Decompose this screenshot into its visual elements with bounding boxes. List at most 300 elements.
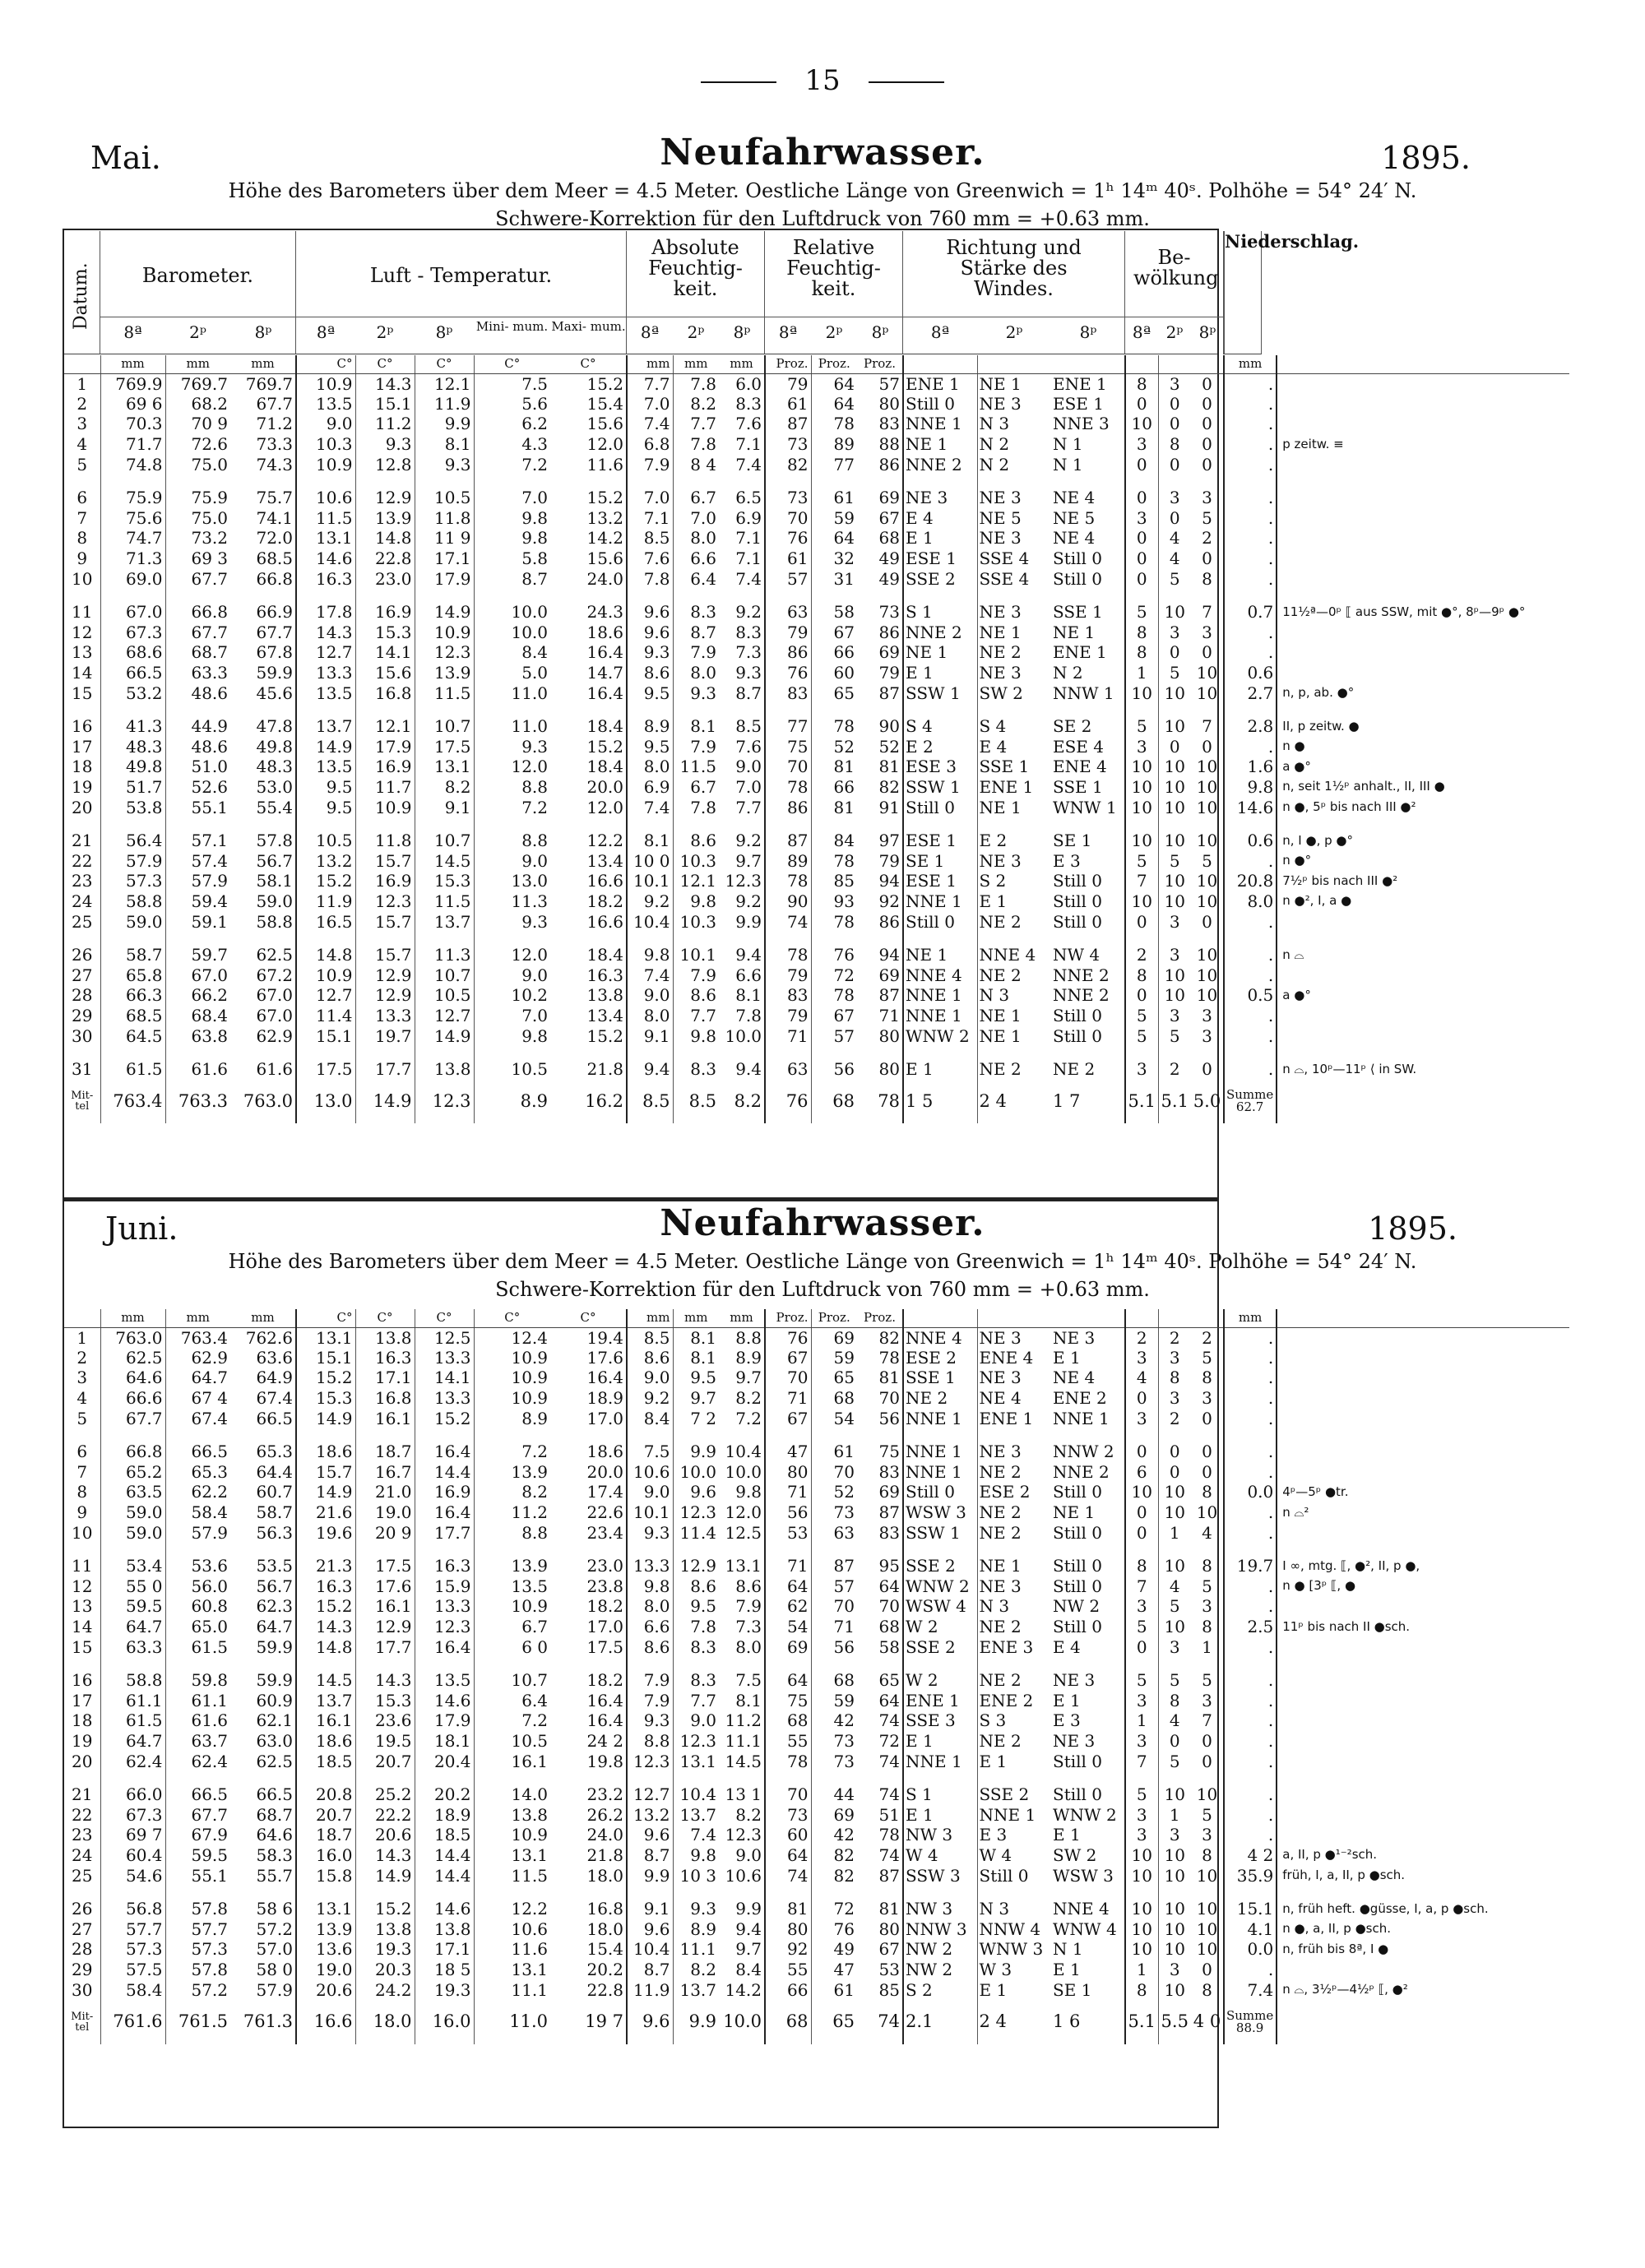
temp-2p-cell: 13.8: [355, 1327, 415, 1348]
wind-8p-cell: SE 1: [1051, 831, 1125, 851]
unit-datum: [64, 1309, 100, 1327]
spacer-cell: [673, 1771, 719, 1784]
rel-2p-cell: 61: [811, 488, 857, 508]
bew-2p-cell: 4: [1158, 1710, 1191, 1731]
temp-8a-cell: 14.3: [315, 1617, 353, 1637]
bemerkung-cell: [1277, 1710, 1569, 1731]
spacer-cell: [1125, 932, 1158, 945]
baro-8p-cell: 57.8: [230, 831, 296, 851]
rel-8p-cell: 70: [857, 1388, 903, 1409]
datum-cell: 16: [72, 716, 93, 737]
wind-8a-cell: Still 0: [906, 911, 956, 932]
bew-8p-cell: 0: [1191, 548, 1224, 569]
spacer-cell: [1158, 1046, 1191, 1059]
temp-2p-cell: 19.7: [355, 1025, 415, 1046]
unit-baro-8p: mm: [230, 355, 296, 373]
spacer-cell: [355, 703, 415, 716]
spacer-cell: [857, 703, 903, 716]
baro-8a-cell: 769.9: [100, 373, 165, 394]
bew-8p-cell: 7: [1191, 602, 1224, 623]
bemerkung-cell: [1277, 1388, 1569, 1409]
baro-2p-cell: 66.5: [165, 1784, 230, 1805]
bew-2p-cell: 3: [1158, 1006, 1191, 1026]
bew-8a-cell: 8: [1136, 642, 1147, 663]
temp-2p-cell: 12.8: [355, 454, 415, 474]
baro-8p-cell: 68.7: [230, 1804, 296, 1825]
wind-8p-cell: Still 0: [1051, 891, 1125, 912]
bew-8p-cell: 10: [1191, 985, 1224, 1006]
baro-2p-cell: 68.2: [165, 394, 230, 414]
bew-8a-cell: 0: [1136, 1522, 1147, 1543]
wind-2p-cell: NE 2: [977, 642, 1051, 663]
spacer-cell: [296, 817, 355, 831]
wind-2p-cell: NE 2: [977, 911, 1051, 932]
baro-8a-cell: 69 6: [100, 394, 165, 414]
table-row: [64, 1845, 1569, 1866]
bew-2p-cell: 2: [1158, 1327, 1191, 1348]
spacer-cell: [64, 932, 100, 945]
table-row: [64, 1408, 1569, 1428]
temp-8p-cell: 14.4: [415, 1865, 474, 1886]
rel-2p-cell: 56: [811, 1059, 857, 1080]
niederschlag-cell: .: [1224, 528, 1277, 548]
unit-wind-8a: [903, 1309, 977, 1327]
rel-8a-cell: 74: [787, 1865, 809, 1886]
niederschlag-cell: .: [1224, 1825, 1277, 1845]
bew-2p-cell: 3: [1158, 1825, 1191, 1845]
abs-8a-cell: 7.6: [643, 548, 670, 569]
abs-2p-cell: 7.8: [673, 797, 719, 817]
bew-8p-cell: 10: [1191, 757, 1224, 777]
spacer-cell: [765, 1886, 811, 1899]
spacer-cell: [165, 1543, 230, 1556]
wind-2p-cell: SSE 1: [977, 757, 1051, 777]
wind-8a-cell: WNW 2: [906, 1025, 970, 1046]
datum-cell: 13: [72, 642, 93, 663]
rel-8p-cell: 71: [857, 1006, 903, 1026]
table-row: [64, 642, 1569, 663]
temp-8p-cell: 14.9: [415, 1025, 474, 1046]
temp-8p-cell: 16.3: [415, 1556, 474, 1576]
temp-8p-cell: 8.1: [415, 434, 474, 455]
spacer-cell: [811, 1771, 857, 1784]
rel-8a-cell: 73: [787, 434, 809, 455]
abs-2p-cell: 6.7: [673, 488, 719, 508]
baro-2p-cell: 61.5: [165, 1636, 230, 1657]
table-row: [64, 1691, 1569, 1711]
temp-min-cell: 7.0: [474, 488, 550, 508]
temp-2p-cell: 12.9: [355, 1617, 415, 1637]
table-row: [64, 716, 1569, 737]
table-row: [64, 663, 1569, 683]
niederschlag-cell: 4.1: [1224, 1919, 1277, 1939]
temp-2p-cell: 20.7: [355, 1751, 415, 1771]
temp-8p-cell: 14.5: [415, 850, 474, 871]
temp-8a-cell: 13.1: [315, 1899, 353, 1919]
spacer-cell: [1277, 932, 1569, 945]
abs-8a-cell: 9.0: [643, 1368, 670, 1388]
abs-2p-cell: 9.3: [673, 1899, 719, 1919]
niederschlag-cell: 8.0: [1224, 891, 1277, 912]
baro-8p-cell: 66.9: [230, 602, 296, 623]
wind-8a-cell: NNE 1: [906, 985, 962, 1006]
abs-8p-cell: 9.7: [719, 1939, 765, 1960]
group-spacer: [64, 1657, 1569, 1670]
temp-8p-cell: 15.9: [415, 1576, 474, 1597]
group-spacer: [64, 1046, 1569, 1059]
niederschlag-cell: .: [1224, 1348, 1277, 1368]
datum-cell: 4: [76, 434, 88, 455]
wind-8p-cell: WSW 3: [1051, 1865, 1125, 1886]
datum-cell: 15: [72, 1636, 93, 1657]
station-name: Neufahrwasser.: [660, 1202, 985, 1244]
temp-max-cell: 16.4: [550, 1710, 627, 1731]
rel-2p-cell: 68: [811, 1670, 857, 1691]
rel-8a-cell: 73: [787, 1804, 809, 1825]
rel-8p-cell: 69: [857, 642, 903, 663]
datum-cell: 27: [72, 965, 93, 985]
spacer-cell: [230, 589, 296, 602]
spacer-cell: [673, 1428, 719, 1442]
temp-min-cell: 11.0: [474, 716, 550, 737]
spacer-cell: [765, 817, 811, 831]
bew-8a-cell: 0: [1136, 548, 1147, 569]
temp-2p-cell: 16.1: [355, 1408, 415, 1428]
temp-max-cell: 11.6: [550, 454, 627, 474]
spacer-cell: [811, 474, 857, 488]
spacer-cell: [857, 1428, 903, 1442]
spacer-cell: [415, 1543, 474, 1556]
temp-2p-cell: 16.8: [355, 1388, 415, 1409]
bew-8a-cell: 8: [1136, 1979, 1147, 2000]
spacer-cell: [1158, 817, 1191, 831]
temp-max-cell: 23.8: [550, 1576, 627, 1597]
temp-min-cell: 13.9: [474, 1556, 550, 1576]
abs-8a-cell: 8.6: [643, 1636, 670, 1657]
rel-2p-cell: 42: [811, 1825, 857, 1845]
wind-8p-cell: ENE 1: [1051, 373, 1125, 394]
bew-8a-cell: 3: [1136, 507, 1147, 528]
unit-temp-8a: C°: [296, 1309, 355, 1327]
abs-2p-cell: 7.0: [673, 508, 719, 529]
rel-8p-cell: 69: [857, 1482, 903, 1502]
abs-8p-cell: 14.2: [719, 1979, 765, 2000]
spacer-cell: [903, 589, 977, 602]
rel-8a-cell: 83: [787, 985, 809, 1006]
spacer-cell: [100, 1886, 165, 1899]
spacer-cell: [1191, 474, 1224, 488]
rel-8p-cell: 82: [857, 777, 903, 798]
bew-2p-cell: 0: [1158, 737, 1191, 757]
spacer-cell: [719, 474, 765, 488]
abs-8p-cell: 9.8: [719, 1482, 765, 1502]
spacer-cell: [1051, 1428, 1125, 1442]
bew-8p-cell: 2: [1191, 528, 1224, 548]
spacer-cell: [977, 589, 1051, 602]
rel-8a-cell: 71: [787, 1025, 809, 1046]
spacer-cell: [903, 474, 977, 488]
niederschlag-cell: .: [1224, 548, 1277, 569]
temp-min-cell: 13.0: [474, 871, 550, 891]
bew-2p-cell: 10: [1158, 1979, 1191, 2000]
bemerkung-cell: [1277, 1522, 1569, 1543]
table-row: [64, 1576, 1569, 1597]
temp-max-cell: 18.4: [550, 716, 627, 737]
abs-2p-cell: 9.7: [673, 1388, 719, 1409]
temp-2p-cell: 16.9: [355, 602, 415, 623]
temp-8a-cell: 16.1: [315, 1710, 353, 1731]
rel-2p-cell: 78: [811, 911, 857, 932]
rel-8p-cell: 91: [857, 797, 903, 817]
temp-min-cell: 10.9: [474, 1368, 550, 1388]
abs-8a-cell: 9.8: [643, 945, 670, 965]
temp-max-cell: 15.2: [550, 373, 627, 394]
abs-8a-cell: 10.4: [633, 1939, 670, 1960]
rel-2p-cell: 57: [811, 1025, 857, 1046]
temp-8a-cell: 13.5: [315, 683, 353, 703]
spacer-cell: [765, 1046, 811, 1059]
group-spacer: [64, 474, 1569, 488]
wind-8a-mittel: 1 5: [906, 1090, 934, 1111]
rel-2p-cell: 73: [811, 1731, 857, 1752]
bew-8a-cell: 3: [1136, 1347, 1147, 1368]
niederschlag-cell: .: [1224, 1751, 1277, 1771]
wind-8a-cell: S 1: [906, 1784, 933, 1805]
abs-8p-cell: 9.9: [719, 1899, 765, 1919]
abs-8p-mittel: 10.0: [719, 2000, 765, 2044]
niederschlag-cell: 0.6: [1224, 663, 1277, 683]
unit-bew-8p: [1191, 355, 1224, 373]
bemerkung-cell: [1277, 1670, 1569, 1691]
baro-8a-cell: 51.7: [100, 777, 165, 798]
baro-2p-cell: 66.5: [165, 1442, 230, 1462]
temp-2p-cell: 10.9: [355, 797, 415, 817]
unit-wind-8p: [1051, 355, 1125, 373]
datum-cell: 30: [72, 1025, 93, 1046]
spacer-cell: [1277, 1771, 1569, 1784]
baro-2p-cell: 61.6: [165, 1710, 230, 1731]
bew-8p-cell: 8: [1191, 1368, 1224, 1388]
datum-cell: 25: [72, 911, 93, 932]
temp-8p-cell: 14.6: [415, 1899, 474, 1919]
abs-2p-cell: 9.5: [673, 1368, 719, 1388]
baro-8p-cell: 64.9: [230, 1368, 296, 1388]
temp-max-cell: 17.0: [550, 1408, 627, 1428]
rel-8p-cell: 78: [857, 1348, 903, 1368]
wind-8a-cell: SSE 1: [906, 1368, 956, 1388]
temp-min-cell: 7.2: [474, 1442, 550, 1462]
datum-cell: 26: [72, 945, 93, 965]
niederschlag-cell: .: [1224, 1006, 1277, 1026]
spacer-cell: [100, 817, 165, 831]
rel-8p-cell: 81: [857, 757, 903, 777]
spacer-cell: [673, 474, 719, 488]
baro-8a-cell: 64.6: [100, 1368, 165, 1388]
baro-2p-cell: 63.7: [165, 1731, 230, 1752]
spacer-cell: [355, 1428, 415, 1442]
temp-2p-cell: 14.3: [355, 373, 415, 394]
niederschlag-cell: .: [1224, 1059, 1277, 1080]
wind-8a-cell: WSW 4: [906, 1596, 966, 1617]
rel-2p-cell: 77: [811, 454, 857, 474]
rel-2p-cell: 81: [811, 797, 857, 817]
bew-2p-cell: 10: [1158, 1502, 1191, 1523]
datum-cell: 21: [72, 831, 93, 851]
bew-2p-cell: 10: [1158, 797, 1191, 817]
bew-2p-cell: 8: [1158, 434, 1191, 455]
spacer-cell: [474, 1771, 550, 1784]
temp-8a-cell: 20.6: [315, 1979, 353, 2000]
bew-8p-cell: 7: [1191, 716, 1224, 737]
temp-8p-cell: 13.3: [415, 1348, 474, 1368]
temp-max-cell: 18.0: [550, 1865, 627, 1886]
abs-8a-cell: 9.6: [643, 622, 670, 642]
temp-8a-cell: 16.5: [315, 911, 353, 932]
wind-2p-cell: NE 1: [977, 1006, 1051, 1026]
temp-max-cell: 23.4: [550, 1522, 627, 1543]
abs-8p-cell: 6.5: [719, 488, 765, 508]
wind-8p-cell: NNE 1: [1051, 1408, 1125, 1428]
bew-8p-cell: 8: [1191, 1979, 1224, 2000]
wind-8a-cell: ENE 1: [906, 373, 960, 394]
bew-8p-cell: 5: [1191, 1576, 1224, 1597]
temp-8a-cell: 15.3: [315, 1388, 353, 1409]
abs-8a-cell: 7.4: [643, 414, 670, 434]
temp-2p-cell: 20.6: [355, 1825, 415, 1845]
abs-2p-cell: 9.0: [673, 1710, 719, 1731]
temp-8a-cell: 13.5: [315, 757, 353, 777]
bemerkung-cell: n, früh bis 8ª, I ●: [1282, 1941, 1389, 1956]
table-row: [64, 1059, 1569, 1080]
temp-8p-cell: 15.2: [415, 1408, 474, 1428]
bew-8p-cell: 5: [1191, 508, 1224, 529]
wind-8a-cell: NW 3: [906, 1825, 953, 1845]
spacer-cell: [1125, 703, 1158, 716]
temp-8a-mittel: 16.6: [313, 2011, 353, 2032]
spacer-cell: [627, 1886, 673, 1899]
temp-min-cell: 10.5: [474, 1059, 550, 1080]
temp-8p-cell: 14.1: [415, 1368, 474, 1388]
wind-2p-cell: Still 0: [977, 1865, 1051, 1886]
spacer-cell: [673, 1543, 719, 1556]
spacer-cell: [627, 1657, 673, 1670]
abs-2p-cell: 7.9: [673, 737, 719, 757]
niederschlag-cell: 0.6: [1224, 831, 1277, 851]
baro-8p-cell: 62.5: [230, 945, 296, 965]
rel-8p-cell: 88: [857, 434, 903, 455]
baro-8a-cell: 57.9: [100, 850, 165, 871]
table-row: [64, 1731, 1569, 1752]
rel-8p-cell: 80: [857, 394, 903, 414]
column-headers: [64, 231, 1217, 354]
abs-8a-mittel: 8.5: [642, 1090, 670, 1111]
abs-8a-cell: 7.9: [643, 1670, 670, 1691]
wind-8a-cell: NNE 1: [906, 1751, 962, 1771]
spacer-cell: [64, 1046, 100, 1059]
wind-2p-cell: ENE 2: [977, 1691, 1051, 1711]
wind-2p-cell: NNW 4: [977, 1919, 1051, 1939]
abs-2p-cell: 12.3: [673, 1731, 719, 1752]
spacer-cell: [1277, 1886, 1569, 1899]
rel-2p-cell: 61: [811, 1979, 857, 2000]
abs-2p-cell: 9.5: [673, 1596, 719, 1617]
bemerkung-cell: n ⌓, 3½ᵖ—4½ᵖ ⟦, ●²: [1282, 1982, 1408, 1997]
abs-8p-cell: 6.0: [719, 373, 765, 394]
wind-2p-cell: SSE 4: [977, 548, 1051, 569]
wind-2p-cell: NE 3: [977, 850, 1051, 871]
temp-min-cell: 10.9: [474, 1825, 550, 1845]
temp-min-cell: 13.1: [474, 1960, 550, 1980]
spacer-cell: [1277, 589, 1569, 602]
rel-2p-cell: 63: [811, 1522, 857, 1543]
temp-2p-cell: 15.7: [355, 945, 415, 965]
baro-2p-cell: 73.2: [165, 528, 230, 548]
rel-8a-cell: 56: [787, 1502, 809, 1523]
station-info: Höhe des Barometers über dem Meer = 4.5 Meter. Oestliche Länge von Greenwich = 1ʰ 14ᵐ 40ˢ. Polhöhe = 54° 24′ N.: [228, 179, 1417, 202]
temp-2p-cell: 15.3: [355, 1691, 415, 1711]
unit-temp-8a: C°: [296, 355, 355, 373]
bew-8p-cell: 8: [1191, 1482, 1224, 1502]
spacer-cell: [474, 817, 550, 831]
temp-max-cell: 15.2: [550, 488, 627, 508]
abs-8a-cell: 7.1: [643, 507, 670, 528]
temp-8a-cell: 12.7: [315, 642, 353, 663]
table-row: [64, 850, 1569, 871]
temp-min-cell: 8.7: [474, 568, 550, 589]
abs-2p-cell: 10.1: [673, 945, 719, 965]
spacer-cell: [977, 1886, 1051, 1899]
spacer-cell: [355, 474, 415, 488]
bew-2p-cell: 3: [1158, 1636, 1191, 1657]
datum-cell: 25: [72, 1865, 93, 1886]
table-row: [64, 454, 1569, 474]
rel-2p-cell: 76: [811, 1919, 857, 1939]
rel-8p-cell: 86: [857, 911, 903, 932]
table-row: [64, 1556, 1569, 1576]
baro-8a-cell: 56.8: [100, 1899, 165, 1919]
temp-8p-cell: 9.1: [415, 797, 474, 817]
spacer-cell: [230, 1046, 296, 1059]
abs-8a-cell: 7.8: [643, 568, 670, 589]
baro-8p-cell: 66.8: [230, 568, 296, 589]
spacer-cell: [474, 1657, 550, 1670]
abs-2p-cell: 7.7: [673, 1006, 719, 1026]
table-row: [64, 373, 1569, 394]
niederschlag-cell: .: [1224, 508, 1277, 529]
bemerkung-cell: II, p zeitw. ●: [1282, 718, 1360, 734]
baro-8a-cell: 65.8: [100, 965, 165, 985]
spacer-cell: [1158, 703, 1191, 716]
rel-8p-cell: 79: [857, 663, 903, 683]
temp-2p-mittel: 18.0: [355, 2000, 415, 2044]
niederschlag-cell: 0.0: [1224, 1482, 1277, 1502]
temp-2p-cell: 12.9: [355, 985, 415, 1006]
wind-8p-cell: NE 4: [1051, 1368, 1125, 1388]
temp-max-cell: 12.0: [550, 434, 627, 455]
bemerkung-cell: [1277, 1462, 1569, 1483]
abs-8p-cell: 13 1: [719, 1784, 765, 1805]
baro-8a-cell: 57.3: [100, 1939, 165, 1960]
unit-temp-8p: C°: [415, 355, 474, 373]
bew-8a-cell: 10: [1131, 831, 1152, 851]
rel-2p-cell: 66: [811, 777, 857, 798]
datum-cell: 10: [72, 1522, 93, 1543]
spacer-cell: [627, 474, 673, 488]
spacer-cell: [857, 589, 903, 602]
temp-2p-cell: 17.7: [355, 1059, 415, 1080]
juni-header: [0, 1202, 1645, 1309]
wind-8p-cell: SSE 1: [1051, 777, 1125, 798]
